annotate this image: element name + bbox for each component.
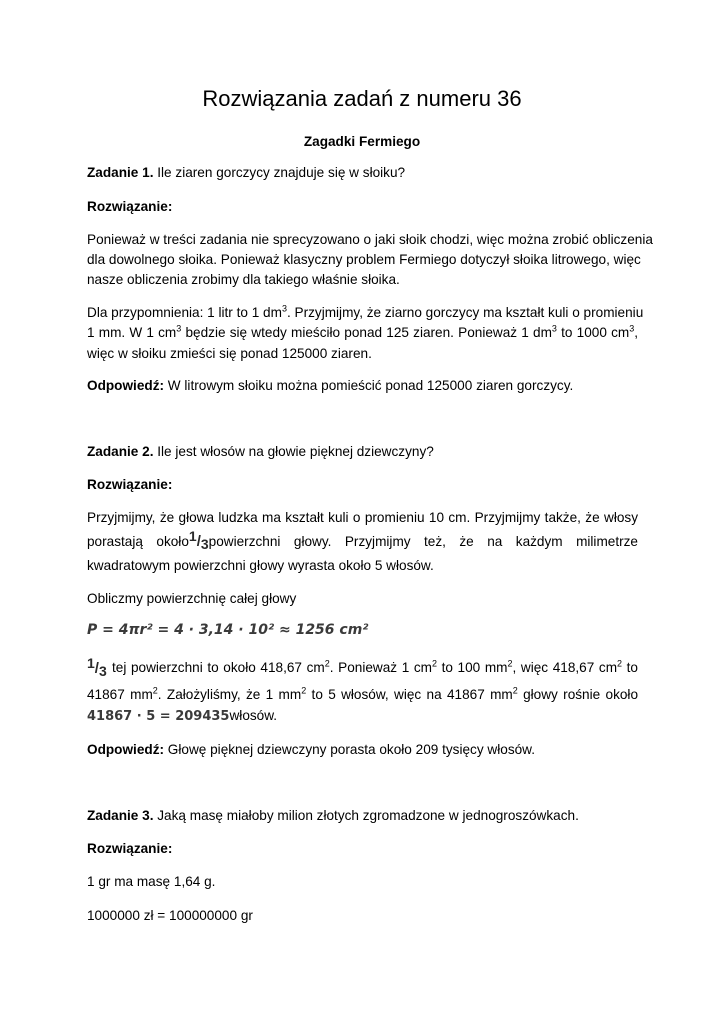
task1-question: Zadanie 1. Ile ziaren gorczycy znajduje się w słoiku? <box>87 165 406 180</box>
task2-paragraph1-line2: porastają około1/3powierzchni głowy. Przyjmijmy też, że na każdym milimetrze <box>87 528 638 552</box>
task1-paragraph2-line1: Dla przypomnienia: 1 litr to 1 $dm^3$. Przyjmijmy, że ziarno gorczycy ma kształt kuli o promieniu <box>87 303 644 320</box>
task1-paragraph2-line2: 1 mm. W 1 $cm^3$ będzie się wtedy mieściło ponad 125 ziaren. Ponieważ 1 $dm^3$ to 1000 $cm^3$, <box>87 323 639 340</box>
task1-paragraph2-line3: więc w słoiku zmieści się ponad 125000 ziaren. <box>87 346 372 361</box>
task2-paragraph3-line1-text: tej powierzchni to około 418,67 $cm^2$. Ponieważ 1 $cm^2$ to 100 $mm^2$, więc 418,67 $cm^2$ to <box>112 658 638 675</box>
fraction-one-third: 1/3 <box>87 655 107 679</box>
task1-paragraph1-line1: Ponieważ w treści zadania nie sprecyzowano o jaki słoik chodzi, więc można zrobić obliczenia <box>87 232 653 247</box>
page-subtitle: Zagadki Fermiego <box>303 134 421 149</box>
task1-solution-label: Rozwiązanie: <box>87 199 173 214</box>
task2-paragraph2: Obliczmy powierzchnię całej głowy <box>87 591 297 606</box>
task3-solution-label: Rozwiązanie: <box>87 841 173 856</box>
task2-paragraph1-line3: kwadratowym powierzchni głowy wyrasta około 5 włosów. <box>87 558 434 573</box>
task2-answer-label: Odpowiedź: <box>87 742 165 757</box>
task1-label: Zadanie 1. <box>87 165 154 180</box>
page-title: Rozwiązania zadań z numeru 36 <box>202 86 522 111</box>
task2-label: Zadanie 2. <box>87 444 154 459</box>
task1-paragraph1-line2: dla dowolnego słoika. Ponieważ klasyczny problem Fermiego dotyczył słoika litrowego, więc <box>87 252 641 267</box>
task3-label: Zadanie 3. <box>87 808 154 823</box>
sphere-area-formula: P = 4πr² = 4 · 3,14 · 10² ≈ 1256 cm² <box>87 622 369 638</box>
task2-paragraph3-line3: 41867 · 5 = 209435włosów. <box>87 708 278 724</box>
task2-question: Zadanie 2. Ile jest włosów na głowie pięknej dziewczyny? <box>87 444 434 459</box>
task2-paragraph1-line1: Przyjmijmy, że głowa ludzka ma kształt kuli o promieniu 10 cm. Przyjmijmy także, że włosy <box>87 510 638 525</box>
fraction-one-third: 1/3 <box>188 528 209 552</box>
task3-paragraph2: 1000000 zł = 100000000 gr <box>87 908 253 923</box>
task2-answer: Odpowiedź: Głowę pięknej dziewczyny porasta około 209 tysięcy włosów. <box>87 742 536 757</box>
task2-solution-label: Rozwiązanie: <box>87 477 173 492</box>
task2-paragraph3-line2: 41867 $mm^2$. Założyliśmy, że 1 $mm^2$ to 5 włosów, więc na 41867 $mm^2$ głowy rośnie około <box>87 685 639 702</box>
task3-paragraph1: 1 gr ma masę 1,64 g. <box>87 874 216 889</box>
task1-answer: Odpowiedź: W litrowym słoiku można pomieścić ponad 125000 ziaren gorczycy. <box>87 378 574 393</box>
task2-paragraph3-line1 <box>87 655 107 679</box>
task1-answer-label: Odpowiedź: <box>87 378 165 393</box>
hair-count-calculation: 41867 · 5 = 209435 <box>87 709 230 724</box>
task3-question: Zadanie 3. Jaką masę miałoby milion złotych zgromadzone w jednogroszówkach. <box>87 808 579 823</box>
task1-paragraph1-line3: nasze obliczenia zrobimy dla takiego właśnie słoika. <box>87 272 400 287</box>
